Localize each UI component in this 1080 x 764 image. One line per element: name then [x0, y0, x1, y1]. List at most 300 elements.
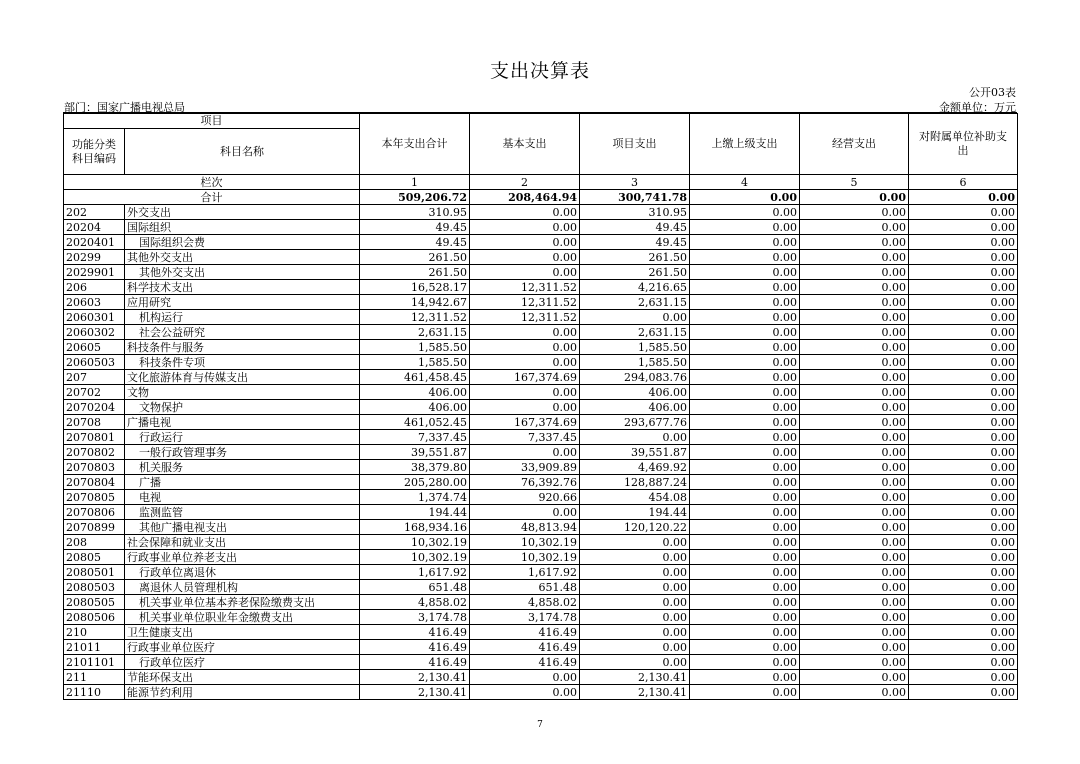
row-value: 0.00	[690, 535, 800, 550]
row-code: 2080505	[64, 595, 125, 610]
row-value: 3,174.78	[360, 610, 470, 625]
row-name: 机关事业单位职业年金缴费支出	[125, 610, 360, 625]
row-value: 0.00	[690, 325, 800, 340]
row-code: 2070204	[64, 400, 125, 415]
row-value: 0.00	[470, 685, 580, 700]
row-value: 416.49	[360, 640, 470, 655]
row-value: 4,858.02	[360, 595, 470, 610]
row-value: 461,052.45	[360, 415, 470, 430]
row-value: 0.00	[690, 475, 800, 490]
row-value: 1,374.74	[360, 490, 470, 505]
row-value: 0.00	[909, 355, 1018, 370]
row-value: 0.00	[800, 610, 909, 625]
row-value: 0.00	[690, 385, 800, 400]
row-value: 0.00	[909, 235, 1018, 250]
row-value: 461,458.45	[360, 370, 470, 385]
department-label: 部门：国家广播电视总局	[64, 101, 185, 114]
row-value: 0.00	[909, 610, 1018, 625]
row-code: 2029901	[64, 265, 125, 280]
table-row	[64, 550, 1018, 565]
row-code: 2060503	[64, 355, 125, 370]
table-row	[64, 595, 1018, 610]
row-name: 能源节约利用	[125, 685, 360, 700]
row-value: 0.00	[690, 520, 800, 535]
table-row	[64, 460, 1018, 475]
row-value: 0.00	[470, 250, 580, 265]
row-value: 2,130.41	[360, 685, 470, 700]
row-value: 0.00	[690, 685, 800, 700]
row-value: 10,302.19	[470, 535, 580, 550]
row-value: 0.00	[690, 370, 800, 385]
table-row	[64, 490, 1018, 505]
row-name: 行政单位离退休	[125, 565, 360, 580]
row-value: 0.00	[800, 535, 909, 550]
row-value: 2,631.15	[360, 325, 470, 340]
row-value: 2,130.41	[360, 670, 470, 685]
row-name: 机关事业单位基本养老保险缴费支出	[125, 595, 360, 610]
row-value: 0.00	[800, 580, 909, 595]
row-value: 0.00	[909, 400, 1018, 415]
row-value: 48,813.94	[470, 520, 580, 535]
row-value: 0.00	[909, 535, 1018, 550]
row-value: 14,942.67	[360, 295, 470, 310]
row-code: 202	[64, 205, 125, 220]
row-value: 0.00	[800, 430, 909, 445]
table-row	[64, 535, 1018, 550]
row-value: 0.00	[909, 205, 1018, 220]
row-value: 38,379.80	[360, 460, 470, 475]
row-name: 应用研究	[125, 295, 360, 310]
table-row	[64, 355, 1018, 370]
table-row	[64, 610, 1018, 625]
table-row	[64, 670, 1018, 685]
row-value: 0.00	[800, 250, 909, 265]
row-value: 0.00	[909, 325, 1018, 340]
header-row-1	[64, 114, 1018, 129]
row-value: 0.00	[690, 295, 800, 310]
row-name: 国际组织会费	[125, 235, 360, 250]
row-value: 0.00	[690, 250, 800, 265]
row-value: 0.00	[580, 565, 690, 580]
row-value: 0.00	[690, 310, 800, 325]
row-value: 920.66	[470, 490, 580, 505]
expenditure-table	[63, 113, 1018, 700]
table-row	[64, 475, 1018, 490]
table-row	[64, 385, 1018, 400]
row-value: 49.45	[360, 235, 470, 250]
row-code: 2060302	[64, 325, 125, 340]
row-value: 0.00	[909, 265, 1018, 280]
row-value: 0.00	[470, 325, 580, 340]
header-col-subsidy: 对附属单位补助支出	[909, 114, 1018, 175]
row-value: 0.00	[909, 340, 1018, 355]
row-code: 2070804	[64, 475, 125, 490]
lanci-4: 4	[690, 175, 800, 190]
row-value: 406.00	[580, 400, 690, 415]
row-value: 0.00	[690, 400, 800, 415]
row-code: 2060301	[64, 310, 125, 325]
row-value: 0.00	[690, 205, 800, 220]
row-value: 0.00	[690, 565, 800, 580]
row-value: 651.48	[360, 580, 470, 595]
row-value: 0.00	[800, 445, 909, 460]
row-name: 行政事业单位医疗	[125, 640, 360, 655]
row-value: 406.00	[360, 400, 470, 415]
row-value: 261.50	[580, 250, 690, 265]
row-value: 0.00	[470, 445, 580, 460]
row-value: 10,302.19	[360, 535, 470, 550]
row-value: 0.00	[909, 385, 1018, 400]
table-row	[64, 685, 1018, 700]
row-code: 208	[64, 535, 125, 550]
page-title: 支出决算表	[489, 60, 590, 82]
table-row	[64, 655, 1018, 670]
row-value: 0.00	[580, 640, 690, 655]
row-value: 0.00	[800, 340, 909, 355]
row-value: 0.00	[800, 490, 909, 505]
row-value: 0.00	[690, 580, 800, 595]
row-code: 20603	[64, 295, 125, 310]
row-code: 2070899	[64, 520, 125, 535]
row-value: 0.00	[690, 415, 800, 430]
row-code: 2020401	[64, 235, 125, 250]
lanci-1: 1	[360, 175, 470, 190]
row-value: 167,374.69	[470, 370, 580, 385]
row-value: 0.00	[909, 490, 1018, 505]
row-code: 2080506	[64, 610, 125, 625]
lanci-3: 3	[580, 175, 690, 190]
row-value: 0.00	[909, 550, 1018, 565]
row-value: 0.00	[909, 220, 1018, 235]
row-value: 0.00	[909, 625, 1018, 640]
row-value: 0.00	[800, 220, 909, 235]
row-value: 261.50	[360, 265, 470, 280]
row-name: 行政事业单位养老支出	[125, 550, 360, 565]
row-value: 0.00	[470, 220, 580, 235]
row-value: 0.00	[690, 625, 800, 640]
table-row	[64, 220, 1018, 235]
row-code: 2070803	[64, 460, 125, 475]
row-value: 0.00	[470, 670, 580, 685]
row-value: 1,585.50	[580, 355, 690, 370]
row-value: 0.00	[800, 550, 909, 565]
table-row	[64, 400, 1018, 415]
lanci-5: 5	[800, 175, 909, 190]
row-value: 39,551.87	[580, 445, 690, 460]
row-value: 0.00	[580, 595, 690, 610]
table-row	[64, 625, 1018, 640]
total-row	[64, 190, 1018, 205]
total-label: 合计	[64, 190, 360, 205]
row-code: 20702	[64, 385, 125, 400]
table-row	[64, 430, 1018, 445]
row-code: 20204	[64, 220, 125, 235]
row-value: 120,120.22	[580, 520, 690, 535]
row-value: 0.00	[909, 565, 1018, 580]
row-name: 一般行政管理事务	[125, 445, 360, 460]
row-value: 261.50	[360, 250, 470, 265]
row-value: 0.00	[909, 415, 1018, 430]
row-name: 行政单位医疗	[125, 655, 360, 670]
row-value: 0.00	[800, 475, 909, 490]
row-value: 0.00	[690, 670, 800, 685]
row-value: 0.00	[800, 265, 909, 280]
row-code: 2070805	[64, 490, 125, 505]
row-value: 7,337.45	[470, 430, 580, 445]
row-value: 16,528.17	[360, 280, 470, 295]
row-value: 0.00	[909, 310, 1018, 325]
row-value: 416.49	[470, 640, 580, 655]
table-row	[64, 250, 1018, 265]
row-value: 10,302.19	[470, 550, 580, 565]
row-value: 0.00	[580, 580, 690, 595]
total-value: 300,741.78	[580, 190, 690, 205]
row-value: 0.00	[800, 295, 909, 310]
row-value: 49.45	[580, 220, 690, 235]
row-value: 0.00	[800, 565, 909, 580]
table-row	[64, 295, 1018, 310]
row-value: 0.00	[800, 385, 909, 400]
row-value: 0.00	[690, 550, 800, 565]
row-code: 2070802	[64, 445, 125, 460]
row-value: 0.00	[690, 505, 800, 520]
row-value: 0.00	[800, 520, 909, 535]
row-value: 0.00	[800, 415, 909, 430]
header-code: 功能分类科目编码	[64, 129, 125, 175]
table-row	[64, 505, 1018, 520]
row-value: 0.00	[690, 655, 800, 670]
row-name: 科技条件与服务	[125, 340, 360, 355]
row-name: 其他广播电视支出	[125, 520, 360, 535]
row-value: 406.00	[360, 385, 470, 400]
row-name: 科技条件专项	[125, 355, 360, 370]
row-name: 其他外交支出	[125, 265, 360, 280]
row-value: 0.00	[470, 205, 580, 220]
header-col-project: 项目支出	[580, 114, 690, 175]
row-value: 0.00	[690, 490, 800, 505]
row-value: 2,130.41	[580, 685, 690, 700]
row-value: 0.00	[800, 625, 909, 640]
row-value: 0.00	[909, 295, 1018, 310]
row-value: 0.00	[690, 235, 800, 250]
lanci-label: 栏次	[64, 175, 360, 190]
row-value: 0.00	[909, 520, 1018, 535]
table-row	[64, 520, 1018, 535]
row-value: 3,174.78	[470, 610, 580, 625]
row-name: 文物保护	[125, 400, 360, 415]
row-value: 194.44	[360, 505, 470, 520]
row-name: 机构运行	[125, 310, 360, 325]
row-value: 0.00	[909, 640, 1018, 655]
row-value: 0.00	[470, 265, 580, 280]
table-row	[64, 580, 1018, 595]
row-value: 0.00	[909, 475, 1018, 490]
lanci-2: 2	[470, 175, 580, 190]
row-value: 0.00	[470, 505, 580, 520]
row-code: 20299	[64, 250, 125, 265]
header-name: 科目名称	[125, 129, 360, 175]
row-value: 0.00	[580, 610, 690, 625]
row-code: 21011	[64, 640, 125, 655]
row-name: 机关服务	[125, 460, 360, 475]
lanci-6: 6	[909, 175, 1018, 190]
row-name: 卫生健康支出	[125, 625, 360, 640]
row-name: 离退休人员管理机构	[125, 580, 360, 595]
row-value: 2,631.15	[580, 295, 690, 310]
row-value: 0.00	[800, 400, 909, 415]
table-row	[64, 370, 1018, 385]
row-value: 0.00	[909, 430, 1018, 445]
row-name: 外交支出	[125, 205, 360, 220]
row-value: 12,311.52	[360, 310, 470, 325]
total-value: 0.00	[800, 190, 909, 205]
row-value: 0.00	[800, 460, 909, 475]
column-index-row	[64, 175, 1018, 190]
row-name: 监测监管	[125, 505, 360, 520]
row-code: 2101101	[64, 655, 125, 670]
row-value: 406.00	[580, 385, 690, 400]
row-value: 0.00	[470, 355, 580, 370]
row-value: 10,302.19	[360, 550, 470, 565]
row-value: 1,585.50	[360, 340, 470, 355]
row-code: 207	[64, 370, 125, 385]
row-value: 0.00	[800, 325, 909, 340]
row-value: 0.00	[800, 205, 909, 220]
header-col-total: 本年支出合计	[360, 114, 470, 175]
row-value: 194.44	[580, 505, 690, 520]
row-value: 1,617.92	[360, 565, 470, 580]
row-value: 0.00	[580, 535, 690, 550]
row-value: 76,392.76	[470, 475, 580, 490]
row-value: 651.48	[470, 580, 580, 595]
row-value: 0.00	[909, 685, 1018, 700]
row-value: 0.00	[470, 400, 580, 415]
row-code: 2080501	[64, 565, 125, 580]
header-col-basic: 基本支出	[470, 114, 580, 175]
row-name: 文物	[125, 385, 360, 400]
row-name: 电视	[125, 490, 360, 505]
row-value: 416.49	[470, 655, 580, 670]
row-value: 1,617.92	[470, 565, 580, 580]
header-col-remit: 上缴上级支出	[690, 114, 800, 175]
row-value: 0.00	[800, 355, 909, 370]
row-value: 0.00	[690, 430, 800, 445]
row-value: 205,280.00	[360, 475, 470, 490]
row-value: 0.00	[800, 595, 909, 610]
row-value: 310.95	[580, 205, 690, 220]
row-value: 0.00	[470, 385, 580, 400]
amount-unit-label: 金额单位：万元	[939, 101, 1016, 114]
row-value: 1,585.50	[360, 355, 470, 370]
row-value: 0.00	[690, 280, 800, 295]
row-value: 0.00	[690, 640, 800, 655]
row-value: 12,311.52	[470, 280, 580, 295]
row-value: 0.00	[800, 685, 909, 700]
row-value: 0.00	[909, 280, 1018, 295]
row-value: 0.00	[690, 265, 800, 280]
row-code: 2070801	[64, 430, 125, 445]
row-value: 0.00	[690, 610, 800, 625]
row-value: 12,311.52	[470, 310, 580, 325]
row-value: 1,585.50	[580, 340, 690, 355]
row-code: 20605	[64, 340, 125, 355]
total-value: 0.00	[690, 190, 800, 205]
table-row	[64, 325, 1018, 340]
row-value: 128,887.24	[580, 475, 690, 490]
table-row	[64, 235, 1018, 250]
row-value: 167,374.69	[470, 415, 580, 430]
row-value: 0.00	[800, 280, 909, 295]
row-name: 节能环保支出	[125, 670, 360, 685]
header-project: 项目	[64, 114, 360, 129]
table-row	[64, 310, 1018, 325]
row-value: 0.00	[909, 670, 1018, 685]
row-code: 210	[64, 625, 125, 640]
row-value: 293,677.76	[580, 415, 690, 430]
row-value: 0.00	[800, 310, 909, 325]
total-value: 208,464.94	[470, 190, 580, 205]
row-name: 社会公益研究	[125, 325, 360, 340]
row-value: 454.08	[580, 490, 690, 505]
row-code: 20805	[64, 550, 125, 565]
row-value: 0.00	[580, 430, 690, 445]
row-value: 416.49	[470, 625, 580, 640]
total-value: 509,206.72	[360, 190, 470, 205]
row-name: 国际组织	[125, 220, 360, 235]
row-code: 206	[64, 280, 125, 295]
table-row	[64, 265, 1018, 280]
table-row	[64, 340, 1018, 355]
row-name: 广播	[125, 475, 360, 490]
row-code: 21110	[64, 685, 125, 700]
row-value: 0.00	[580, 655, 690, 670]
row-value: 0.00	[800, 670, 909, 685]
table-row	[64, 415, 1018, 430]
row-value: 0.00	[800, 235, 909, 250]
row-value: 49.45	[580, 235, 690, 250]
row-code: 2080503	[64, 580, 125, 595]
header-col-operating: 经营支出	[800, 114, 909, 175]
table-row	[64, 565, 1018, 580]
row-code: 211	[64, 670, 125, 685]
row-value: 416.49	[360, 625, 470, 640]
row-name: 其他外交支出	[125, 250, 360, 265]
table-row	[64, 205, 1018, 220]
row-value: 0.00	[470, 340, 580, 355]
row-value: 0.00	[690, 445, 800, 460]
row-value: 0.00	[800, 655, 909, 670]
row-value: 0.00	[690, 460, 800, 475]
row-value: 39,551.87	[360, 445, 470, 460]
row-value: 33,909.89	[470, 460, 580, 475]
row-name: 行政运行	[125, 430, 360, 445]
row-value: 4,216.65	[580, 280, 690, 295]
row-code: 2070806	[64, 505, 125, 520]
row-value: 0.00	[909, 505, 1018, 520]
row-value: 0.00	[909, 250, 1018, 265]
row-name: 文化旅游体育与传媒支出	[125, 370, 360, 385]
table-row	[64, 445, 1018, 460]
table-row	[64, 280, 1018, 295]
row-name: 社会保障和就业支出	[125, 535, 360, 550]
row-value: 0.00	[580, 310, 690, 325]
row-value: 0.00	[909, 460, 1018, 475]
row-value: 261.50	[580, 265, 690, 280]
row-value: 168,934.16	[360, 520, 470, 535]
page-number: 7	[537, 720, 543, 730]
row-value: 310.95	[360, 205, 470, 220]
row-value: 4,469.92	[580, 460, 690, 475]
